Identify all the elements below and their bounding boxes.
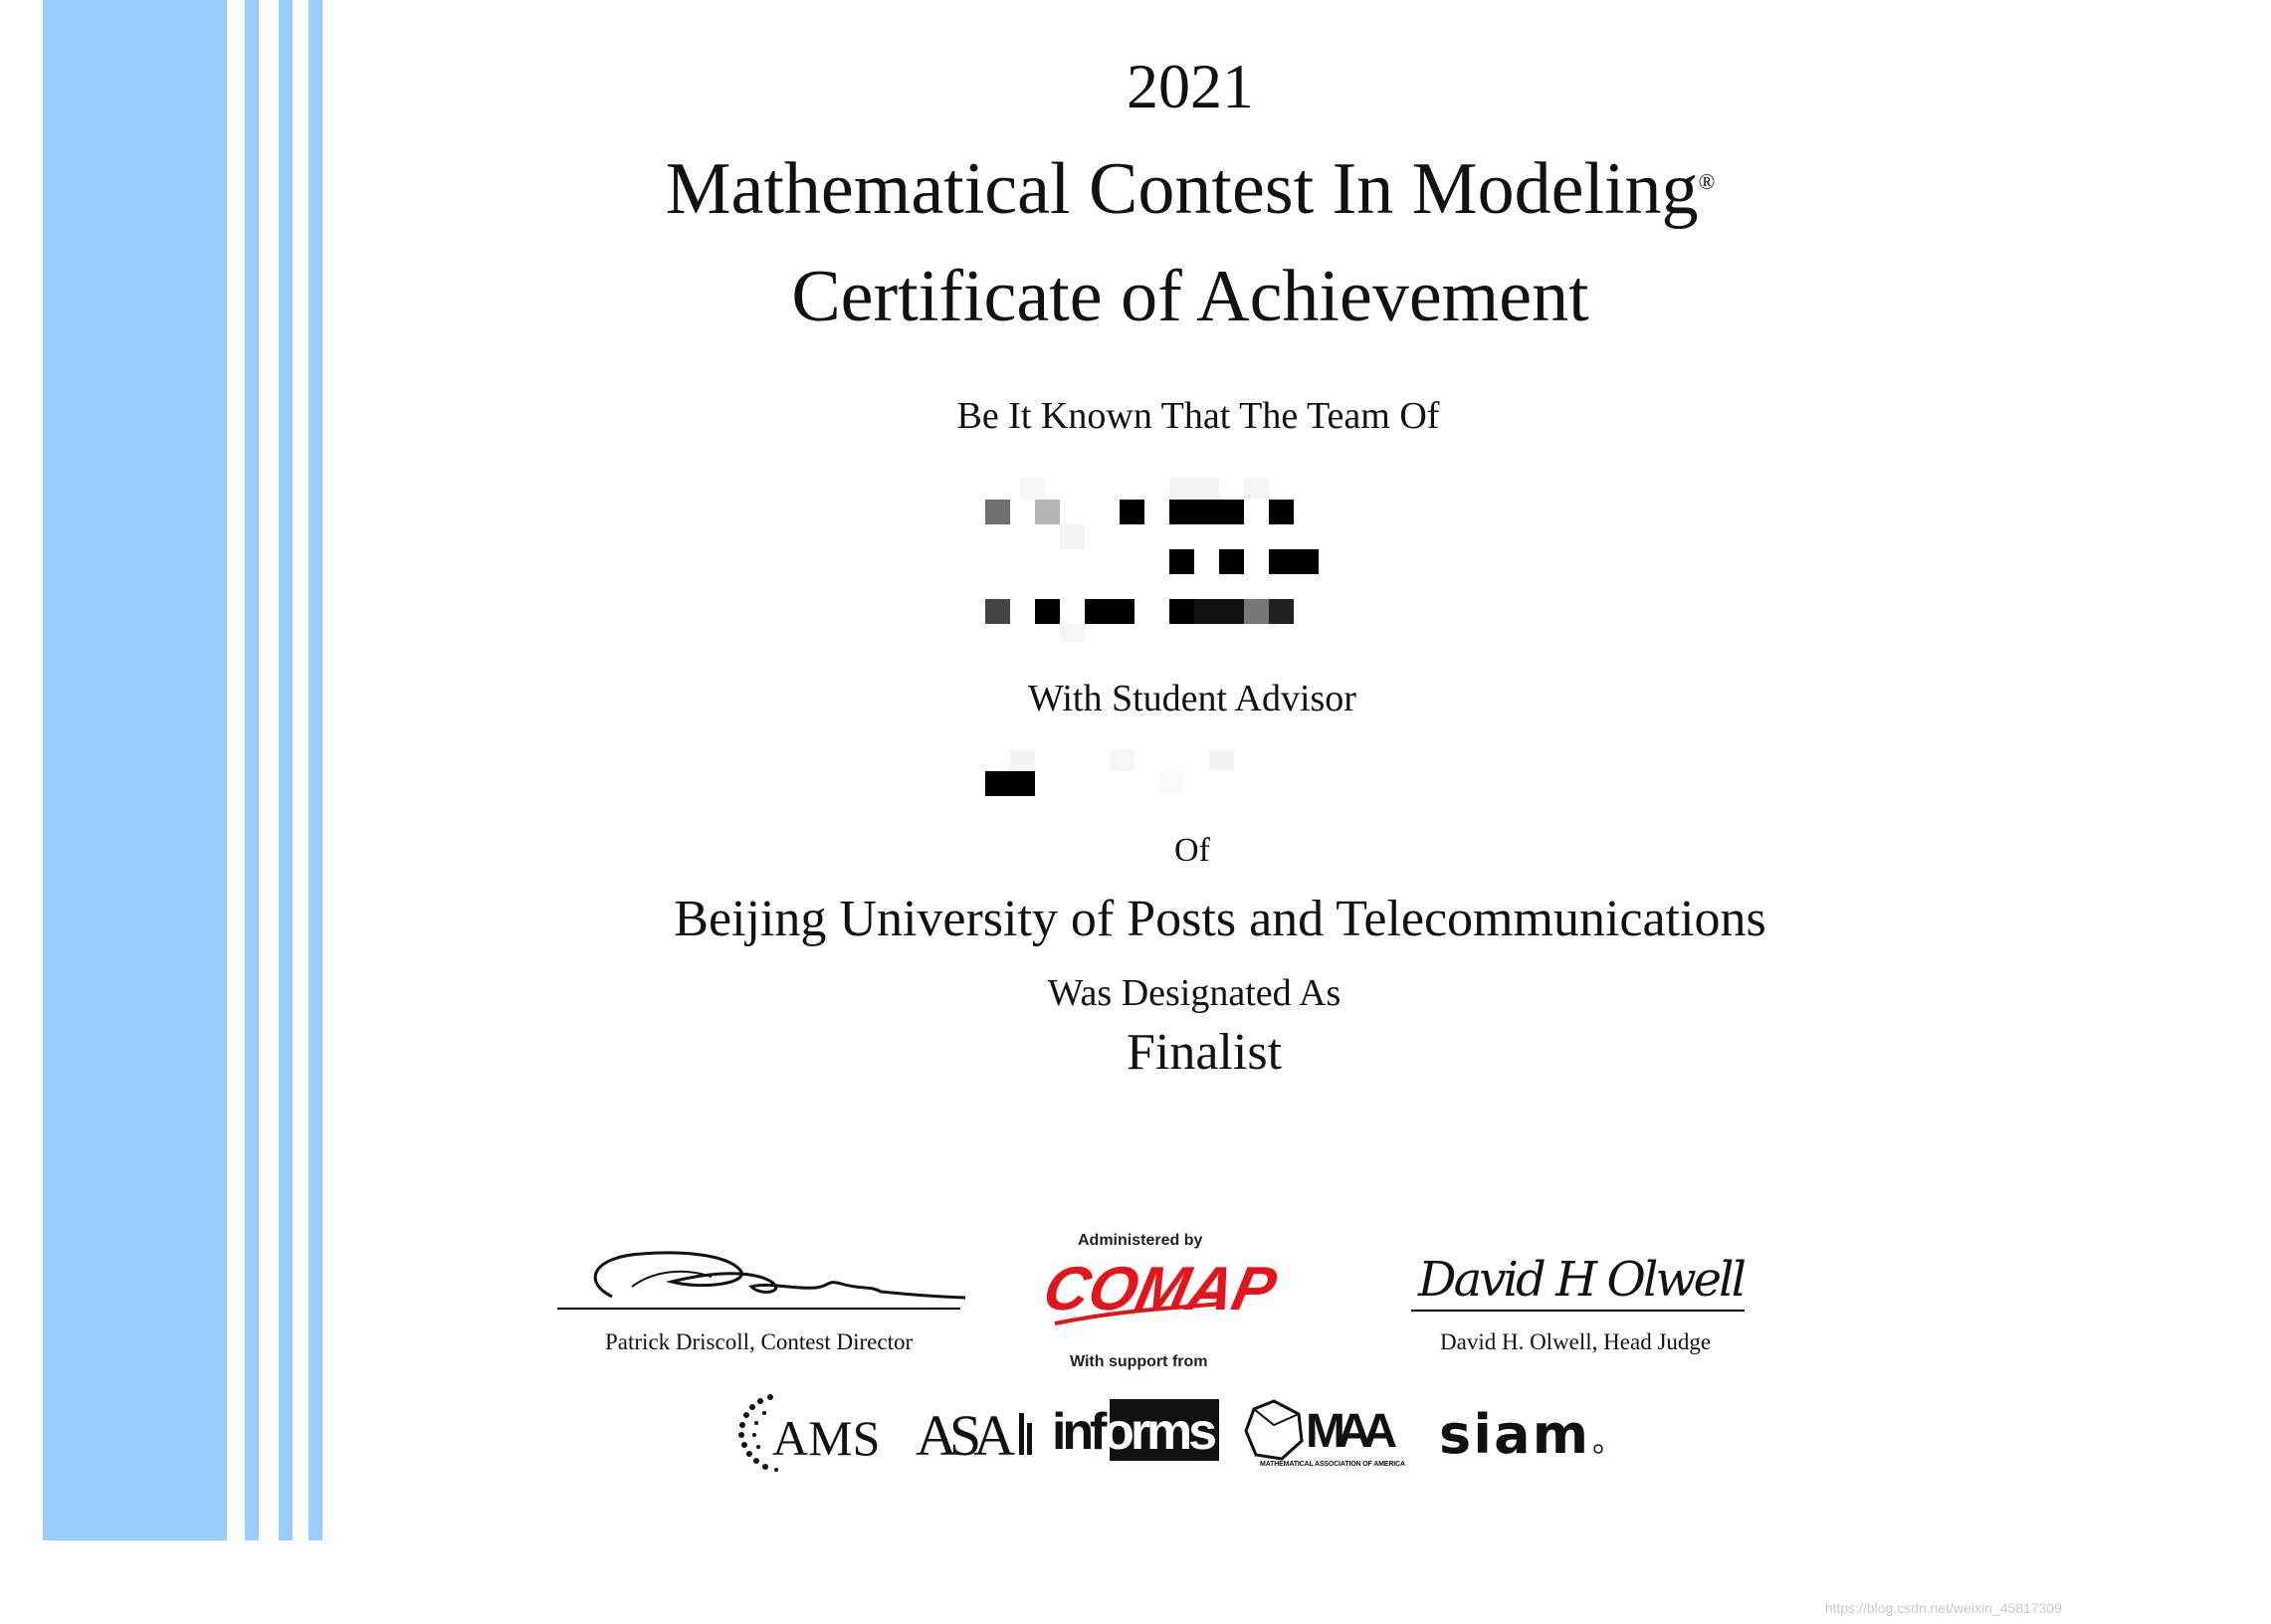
asa-logo (916, 1399, 1040, 1474)
siam-logo-art (1439, 1401, 1608, 1466)
maa-logo-art (1244, 1399, 1423, 1469)
award-level: Finalist (1126, 1024, 1283, 1081)
certificate-title: Certificate of Achievement (791, 256, 1589, 337)
ams-logo-text: AMS (772, 1410, 881, 1466)
comap-logo-text: COMAP (1037, 1254, 1283, 1323)
informs-logo-text-part1: inf (1052, 1403, 1108, 1461)
ams-logo (736, 1391, 906, 1478)
comap-logo-art (1037, 1252, 1283, 1341)
asa-logo-art (916, 1399, 1040, 1469)
signature-script-text: David H Olwell (1418, 1252, 1747, 1308)
head-judge-caption: David H. Olwell, Head Judge (1440, 1329, 1712, 1354)
administered-by-label: Administered by (1078, 1232, 1203, 1249)
registered-mark: ® (1698, 169, 1716, 194)
team-intro: Be It Known That The Team Of (956, 395, 1440, 437)
handwritten-signature-left (572, 1242, 970, 1312)
signature-line-right (1411, 1310, 1745, 1312)
university-name: Beijing University of Posts and Telecommunications (674, 891, 1766, 947)
informs-logo-text (1052, 1403, 1217, 1461)
maa-logo (1244, 1399, 1423, 1474)
redacted-advisor-name (985, 741, 1244, 801)
of-label: Of (1174, 832, 1210, 869)
contest-name: Mathematical Contest In Modeling (665, 148, 1699, 230)
maa-logo-subtitle: MATHEMATICAL ASSOCIATION OF AMERICA (1260, 1461, 1405, 1468)
certificate-year: 2021 (1127, 51, 1254, 121)
redacted-team-names (985, 468, 1324, 647)
asa-logo-text: ASA (916, 1403, 1015, 1468)
ams-logo-art (736, 1391, 906, 1473)
watermark-text: https://blog.csdn.net/weixin_45817309 (1824, 1600, 2062, 1616)
contest-name-line (139, 147, 2241, 232)
handwritten-signature-right (1413, 1244, 1752, 1314)
signature-head-judge (1413, 1244, 1752, 1319)
redaction-mosaic-advisor (985, 741, 1244, 801)
informs-logo (1050, 1397, 1229, 1472)
support-label: With support from (1070, 1353, 1208, 1370)
signature-line-left (557, 1308, 960, 1310)
informs-logo-text-part2: orms (1103, 1403, 1217, 1461)
director-caption: Patrick Driscoll, Contest Director (605, 1329, 914, 1354)
advisor-intro: With Student Advisor (1028, 678, 1356, 719)
signature-director (572, 1242, 970, 1317)
designation-intro: Was Designated As (1047, 972, 1342, 1014)
siam-logo-text: siam (1439, 1403, 1588, 1466)
siam-logo (1439, 1401, 1608, 1466)
maa-logo-text: MAA (1306, 1405, 1397, 1458)
informs-logo-art (1050, 1397, 1229, 1467)
comap-logo (1037, 1252, 1283, 1346)
redaction-mosaic-team (985, 468, 1324, 647)
